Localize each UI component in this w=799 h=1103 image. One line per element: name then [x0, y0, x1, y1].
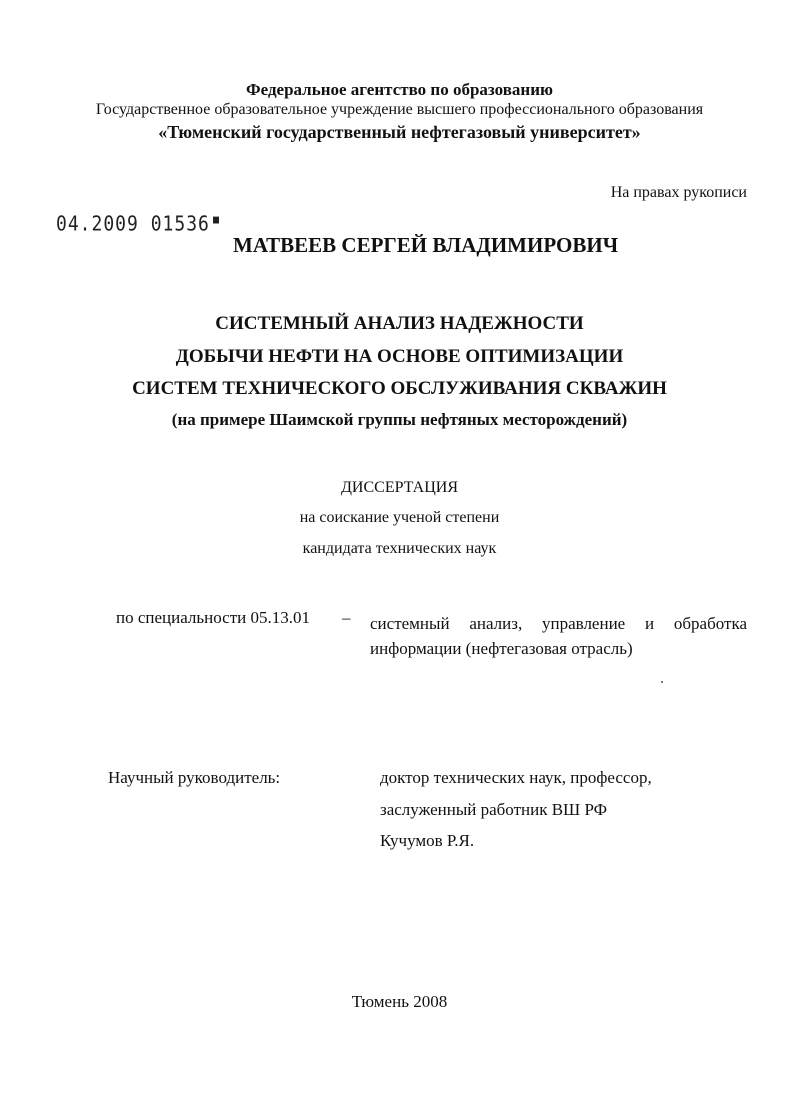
supervisor-line-2: заслуженный работник ВШ РФ — [380, 800, 608, 819]
author-name: МАТВЕЕВ СЕРГЕЙ ВЛАДИМИРОВИЧ — [233, 233, 619, 257]
specialty-dash: – — [342, 608, 351, 627]
specialty-label: по специальности 05.13.01 — [116, 608, 311, 627]
institution-name: Государственное образовательное учреждение высшего профессионального образования — [95, 101, 704, 118]
title-line-1: СИСТЕМНЫЙ АНАЛИЗ НАДЕЖНОСТИ — [215, 313, 584, 334]
supervisor-label: Научный руководитель: — [108, 768, 281, 787]
stamp-number: 04.2009 01536 — [56, 212, 210, 237]
agency-name: Федеральное агентство по образованию — [246, 80, 553, 99]
title-line-3: СИСТЕМ ТЕХНИЧЕСКОГО ОБСЛУЖИВАНИЯ СКВАЖИН — [132, 378, 667, 399]
supervisor-name: Кучумов Р.Я. — [380, 831, 475, 850]
archive-stamp — [56, 212, 219, 236]
work-type-label: ДИССЕРТАЦИЯ — [341, 479, 458, 496]
scan-speck — [661, 681, 663, 683]
university-name: «Тюменский государственный нефтегазовый университет» — [158, 122, 641, 142]
supervisor-line-1: доктор технических наук, профессор, — [380, 768, 652, 787]
city-year: Тюмень 2008 — [351, 992, 448, 1011]
specialty-line-1: системный анализ, управление и обработка — [370, 614, 747, 633]
degree-line-2: кандидата технических наук — [302, 540, 497, 557]
rights-note: На правах рукописи — [610, 184, 747, 201]
title-line-2: ДОБЫЧИ НЕФТИ НА ОСНОВЕ ОПТИМИЗАЦИИ — [175, 346, 624, 367]
title-subtitle: (на примере Шаимской группы нефтяных месторождений) — [171, 410, 628, 429]
specialty-line-2: информации (нефтегазовая отрасль) — [370, 639, 633, 658]
degree-line-1: на соискание ученой степени — [299, 509, 500, 526]
stamp-mark-icon — [213, 217, 219, 224]
